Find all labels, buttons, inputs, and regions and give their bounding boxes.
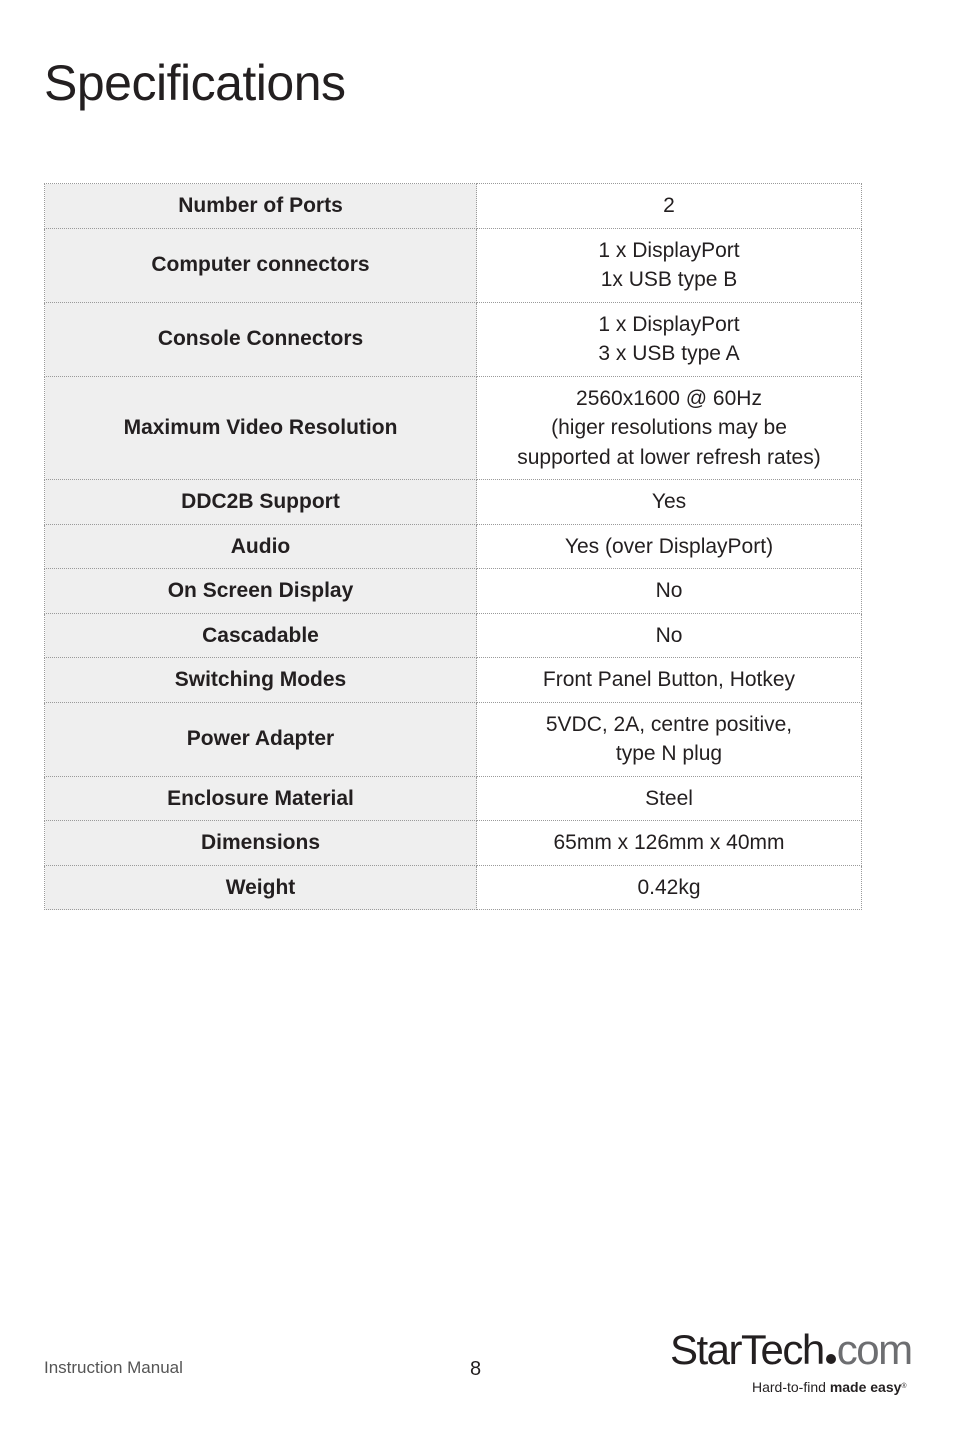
table-row bbox=[45, 524, 862, 569]
spec-value-line: supported at lower refresh rates) bbox=[517, 445, 821, 469]
spec-value bbox=[477, 865, 862, 910]
table-row bbox=[45, 184, 862, 229]
table-row bbox=[45, 480, 862, 525]
spec-value-line: 0.42kg bbox=[637, 875, 701, 899]
spec-label: Number of Ports bbox=[45, 184, 477, 229]
spec-value-line: 1x USB type B bbox=[600, 268, 738, 291]
table-row bbox=[45, 569, 862, 614]
spec-value bbox=[477, 776, 862, 821]
spec-value-line: No bbox=[655, 579, 683, 602]
spec-value bbox=[477, 702, 862, 776]
spec-value-line: Steel bbox=[645, 786, 693, 810]
logo-word-suffix: com bbox=[836, 1326, 912, 1373]
spec-value-line: No bbox=[655, 623, 683, 647]
spec-value-line: Yes bbox=[651, 490, 687, 513]
table-row bbox=[45, 865, 862, 910]
spec-value-line: 2 bbox=[663, 194, 675, 217]
registered-mark: ® bbox=[901, 1383, 907, 1390]
spec-label: Power Adapter bbox=[45, 702, 477, 776]
spec-label: Switching Modes bbox=[45, 658, 477, 703]
logo-dot-icon bbox=[826, 1354, 836, 1364]
specifications-table-body bbox=[45, 184, 862, 910]
table-row bbox=[45, 302, 862, 376]
spec-value-line: 1 x DisplayPort bbox=[598, 312, 740, 336]
table-row bbox=[45, 228, 862, 302]
spec-label: On Screen Display bbox=[45, 569, 477, 614]
spec-value bbox=[477, 480, 862, 525]
spec-value bbox=[477, 228, 862, 302]
logo-tagline-bold: made easy bbox=[829, 1379, 902, 1395]
logo-tagline-regular: Hard-to-find bbox=[752, 1379, 830, 1395]
page-title: Specifications bbox=[44, 55, 346, 111]
spec-value bbox=[477, 658, 862, 703]
spec-value bbox=[477, 376, 862, 480]
spec-label: DDC2B Support bbox=[45, 480, 477, 525]
spec-value-line: (higer resolutions may be bbox=[551, 416, 787, 439]
spec-value-line: Front Panel Button, Hotkey bbox=[542, 668, 796, 691]
table-row bbox=[45, 702, 862, 776]
table-row bbox=[45, 776, 862, 821]
spec-value-line: Yes (over DisplayPort) bbox=[564, 534, 774, 558]
footer-document-label: Instruction Manual bbox=[44, 1358, 183, 1377]
spec-value bbox=[477, 569, 862, 614]
logo-wordmark bbox=[670, 1325, 912, 1375]
spec-label: Console Connectors bbox=[45, 302, 477, 376]
spec-value-line: 1 x DisplayPort bbox=[598, 238, 740, 262]
startech-logo bbox=[670, 1325, 920, 1400]
spec-value bbox=[477, 524, 862, 569]
spec-label: Dimensions bbox=[45, 821, 477, 866]
spec-value bbox=[477, 821, 862, 866]
table-row bbox=[45, 376, 862, 480]
spec-value bbox=[477, 613, 862, 658]
spec-value-line: 65mm x 126mm x 40mm bbox=[553, 831, 785, 854]
spec-value-line: 5VDC, 2A, centre positive, bbox=[545, 712, 793, 736]
spec-label: Enclosure Material bbox=[45, 776, 477, 821]
logo-word-main: StarTech bbox=[670, 1326, 824, 1373]
spec-label: Audio bbox=[45, 524, 477, 569]
spec-value-line: type N plug bbox=[615, 742, 723, 765]
spec-value bbox=[477, 184, 862, 229]
specifications-table bbox=[44, 183, 862, 910]
spec-label: Maximum Video Resolution bbox=[45, 376, 477, 480]
spec-label: Cascadable bbox=[45, 613, 477, 658]
spec-value-line: 2560x1600 @ 60Hz bbox=[576, 386, 762, 410]
logo-tagline bbox=[752, 1378, 907, 1396]
spec-value-line: 3 x USB type A bbox=[598, 342, 740, 365]
page-number: 8 bbox=[470, 1358, 482, 1380]
spec-label: Computer connectors bbox=[45, 228, 477, 302]
spec-label: Weight bbox=[45, 865, 477, 910]
table-row bbox=[45, 821, 862, 866]
table-row bbox=[45, 658, 862, 703]
spec-value bbox=[477, 302, 862, 376]
table-row bbox=[45, 613, 862, 658]
